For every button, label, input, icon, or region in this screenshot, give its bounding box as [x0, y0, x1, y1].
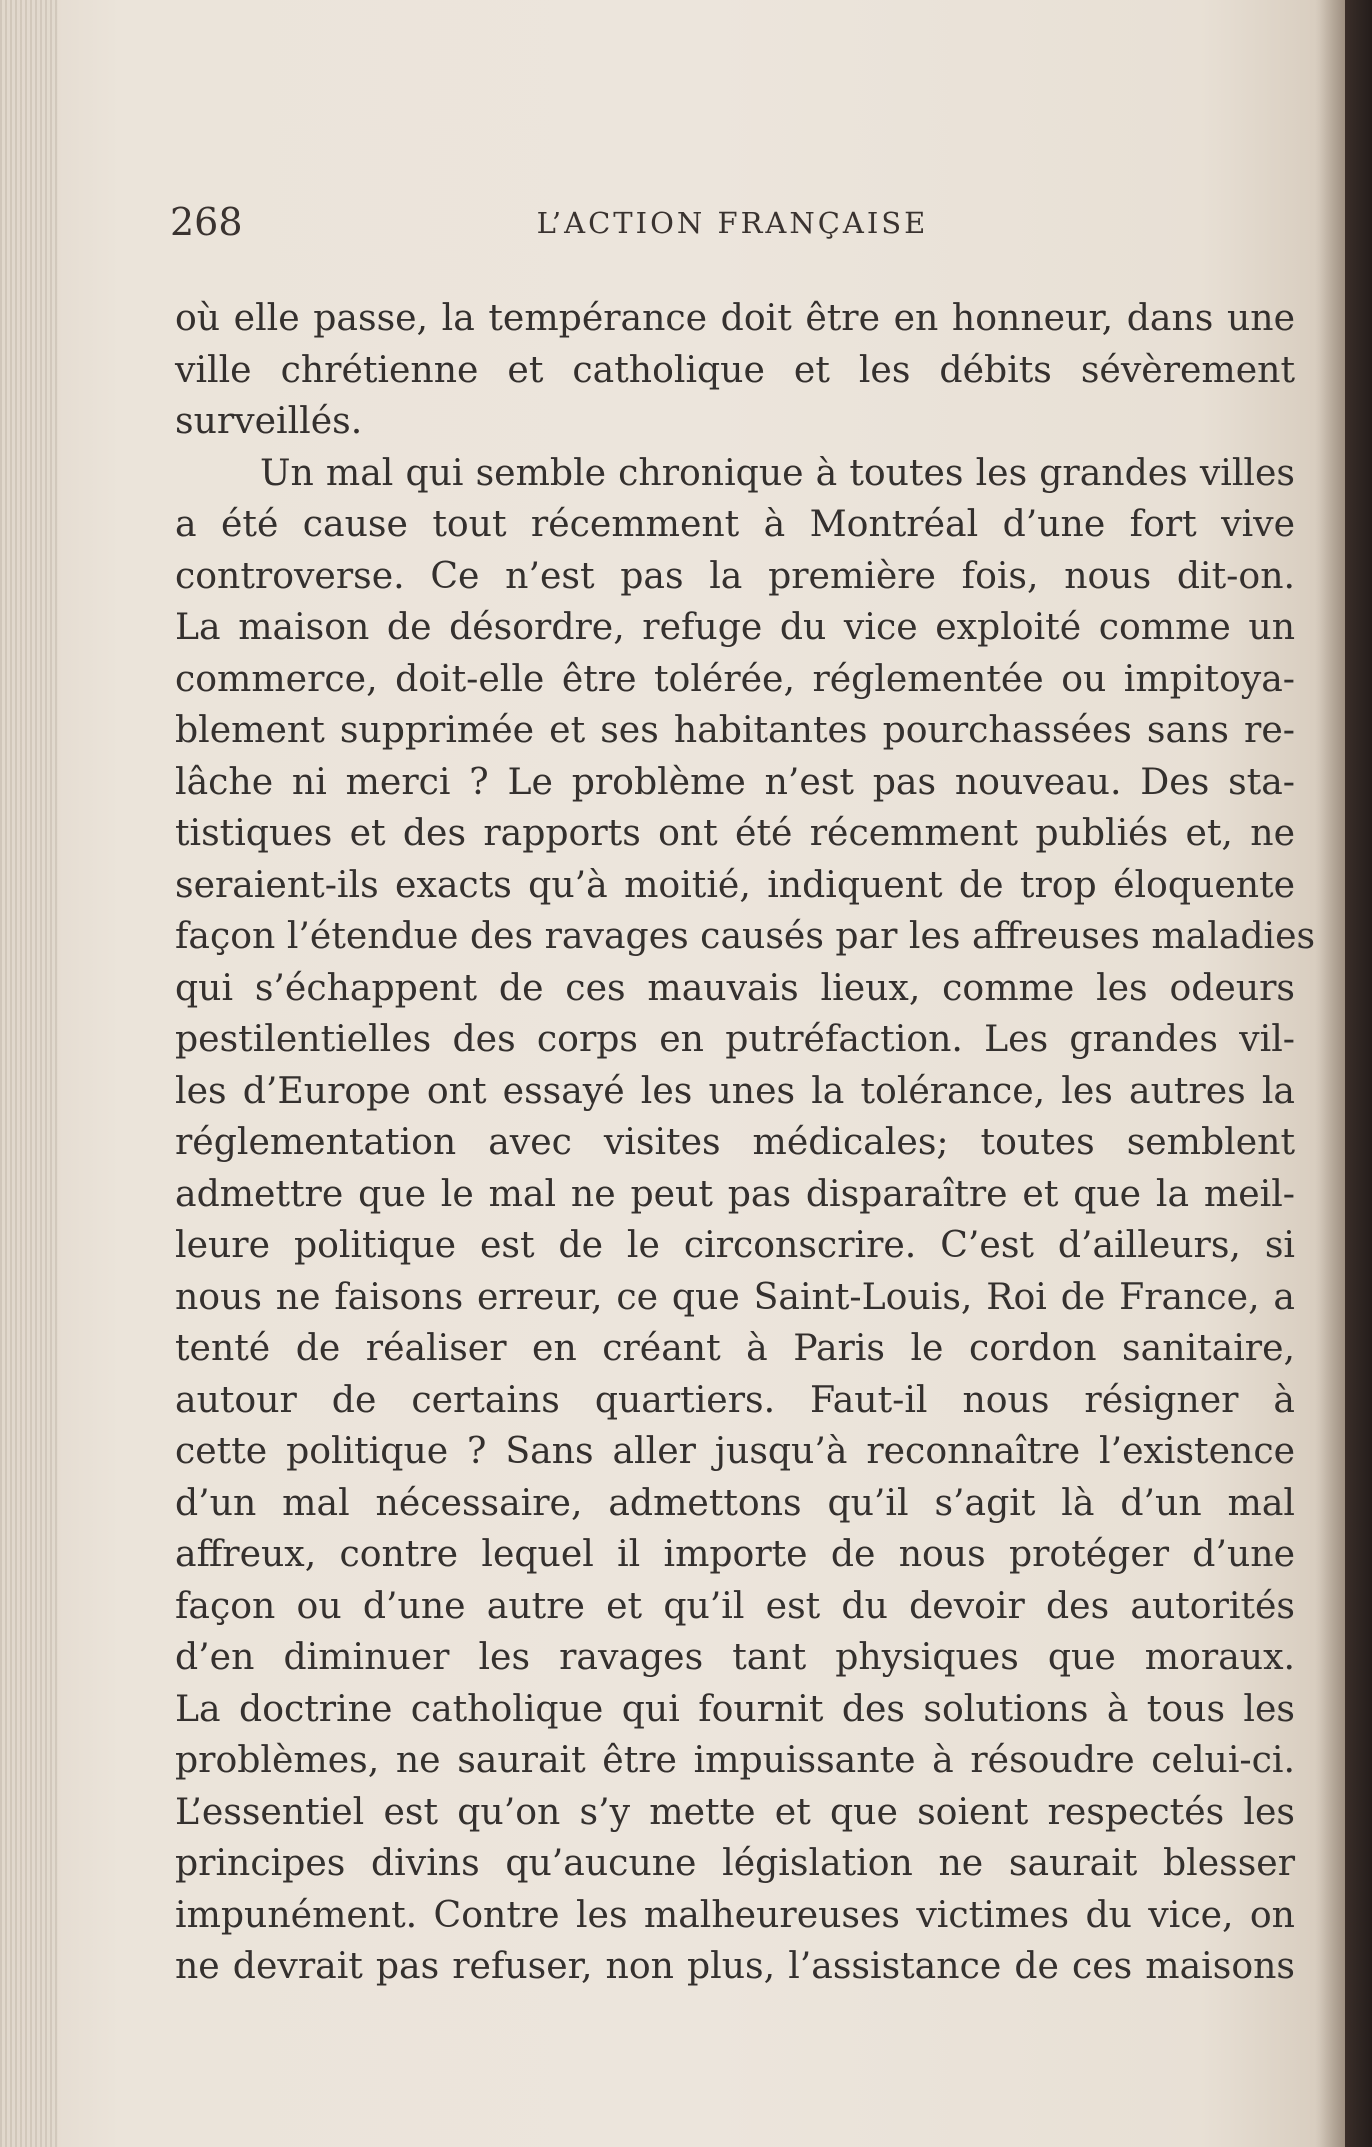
text-line: les d’Europe ont essayé les unes la tolérance, les autres la	[175, 1068, 1295, 1112]
text-line: La doctrine catholique qui fournit des solutions à tous les	[175, 1686, 1295, 1730]
page-edges	[0, 0, 58, 2147]
text-line: impunément. Contre les malheureuses victimes du vice, on	[175, 1892, 1295, 1936]
paragraph-1	[175, 292, 1295, 447]
text-line: façon l’étendue des ravages causés par les affreuses maladies	[175, 914, 1316, 957]
text-line: a été cause tout récemment à Montréal d’une fort vive	[175, 502, 1295, 545]
spine-shadow	[1315, 0, 1345, 2147]
text-line: réglementation avec visites médicales; toutes semblent	[175, 1120, 1295, 1163]
text-line: ne devrait pas refuser, non plus, l’assistance de ces maisons	[175, 1944, 1295, 1987]
text-line: façon ou d’une autre et qu’il est du devoir des autorités	[175, 1583, 1295, 1627]
text-line: d’en diminuer les ravages tant physiques que moraux.	[175, 1635, 1295, 1678]
text-line: controverse. Ce n’est pas la première fois, nous dit-on.	[175, 553, 1295, 597]
text-line: affreux, contre lequel il importe de nous protéger d’une	[175, 1532, 1295, 1575]
text-line: leure politique est de le circonscrire. C’est d’ailleurs, si	[175, 1223, 1295, 1266]
book-binding-edge	[1345, 0, 1372, 2147]
text-line: L’essentiel est qu’on s’y mette et que soient respectés les	[175, 1789, 1295, 1833]
paragraph-2	[175, 447, 1316, 1992]
body-text	[175, 292, 1316, 1992]
text-line: principes divins qu’aucune législation ne saurait blesser	[175, 1841, 1295, 1884]
text-line: surveillés.	[175, 399, 363, 442]
text-line: autour de certains quartiers. Faut-il nous résigner à	[175, 1377, 1295, 1421]
text-line: ville chrétienne et catholique et les débits sévèrement	[175, 347, 1295, 391]
text-line: tenté de réaliser en créant à Paris le cordon sanitaire,	[175, 1326, 1295, 1369]
text-line: commerce, doit-elle être tolérée, réglementée ou impitoya-	[175, 656, 1295, 700]
page-header	[170, 200, 1295, 250]
text-line: où elle passe, la tempérance doit être en honneur, dans une	[175, 296, 1295, 339]
text-line: tistiques et des rapports ont été récemment publiés et, ne	[175, 811, 1295, 854]
text-line: problèmes, ne saurait être impuissante à résoudre celui-ci.	[175, 1738, 1295, 1781]
text-line: lâche ni merci ? Le problème n’est pas nouveau. Des sta-	[175, 759, 1295, 803]
text-line: admettre que le mal ne peut pas disparaître et que la meil-	[175, 1171, 1295, 1215]
text-line: cette politique ? Sans aller jusqu’à reconnaître l’existence	[175, 1429, 1295, 1472]
running-head: L’ACTION FRANÇAISE	[536, 206, 929, 240]
page-number: 268	[170, 200, 243, 244]
text-line: nous ne faisons erreur, ce que Saint-Louis, Roi de France, a	[175, 1274, 1295, 1318]
text-line: Un mal qui semble chronique à toutes les grandes villes	[260, 450, 1295, 494]
text-line: d’un mal nécessaire, admettons qu’il s’agit là d’un mal	[175, 1480, 1295, 1524]
text-line: pestilentielles des corps en putréfaction. Les grandes vil-	[175, 1017, 1295, 1060]
text-line: qui s’échappent de ces mauvais lieux, comme les odeurs	[175, 965, 1295, 1009]
text-line: blement supprimée et ses habitantes pourchassées sans re-	[175, 708, 1295, 751]
text-line: seraient-ils exacts qu’à moitié, indiquent de trop éloquente	[175, 862, 1295, 906]
text-line: La maison de désordre, refuge du vice exploité comme un	[175, 605, 1295, 648]
